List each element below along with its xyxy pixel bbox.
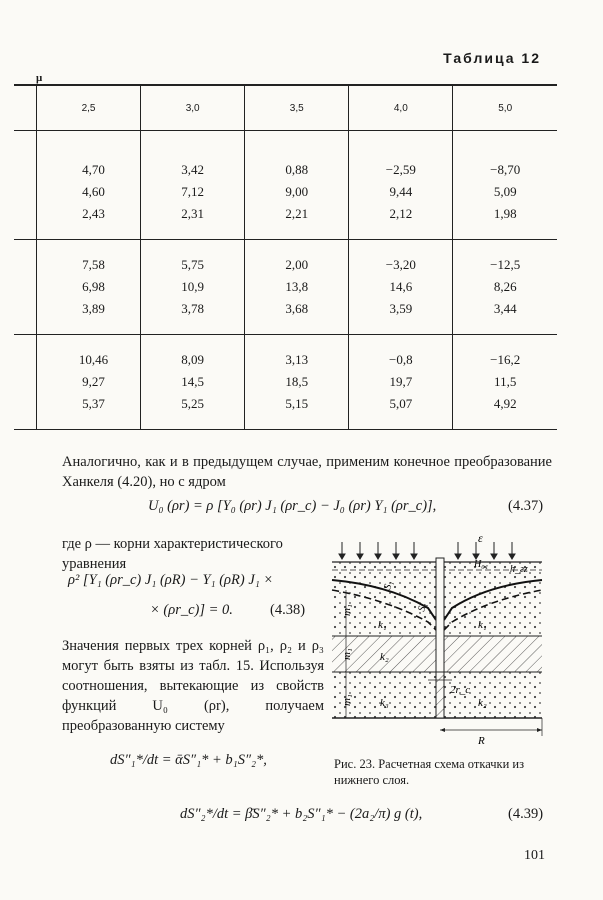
k3-label-a: k₃ xyxy=(380,697,389,709)
equation-4-38-line2: × (ρr_c)] = 0. xyxy=(150,602,233,618)
table-label: Таблица 12 xyxy=(443,50,541,66)
page-number: 101 xyxy=(524,848,545,863)
equation-number-4-38: (4.38) xyxy=(270,602,306,618)
rc-label: 2r_c xyxy=(450,684,471,696)
table-row: 7,58 5,75 2,00 −3,20 −12,5 xyxy=(14,254,557,276)
infiltration-arrows xyxy=(339,542,515,559)
equation-4-39-line2: dS″₂*/dt = β̄S″₂* + b₂S″₁* − (2a₂/π) g (t), xyxy=(180,806,423,822)
s1-label-b: S₁ xyxy=(416,601,430,613)
s1-label-a: S₁ xyxy=(382,579,396,591)
r-label: R xyxy=(478,735,485,747)
table-row: 4,70 3,42 0,88 −2,59 −8,70 xyxy=(14,159,557,181)
table-row: 4,60 7,12 9,00 9,44 5,09 xyxy=(14,181,557,203)
epsilon-label: ε xyxy=(478,531,483,545)
k1-label-b: k₁ xyxy=(478,619,487,631)
figure-caption: Рис. 23. Расчетная схема откачки из нижнего слоя. xyxy=(334,757,525,787)
figure-pumping-scheme xyxy=(328,530,556,752)
table-row: 10,46 8,09 3,13 −0,8 −16,2 xyxy=(14,349,557,371)
table-row: 5,37 5,25 5,15 5,07 4,92 xyxy=(14,393,557,415)
m1-label-a: m₁ xyxy=(341,604,353,616)
equation-number-4-37: (4.37) xyxy=(508,498,544,514)
h01-label: H₀₁ xyxy=(474,559,489,570)
table-row: 2,43 2,31 2,21 2,12 1,98 xyxy=(14,203,557,225)
header-cell: 3,0 xyxy=(141,85,245,131)
equation-4-37: U₀ (ρr) = ρ [Y₀ (ρr) J₁ (ρr_c) − J₀ (ρr) Y₁ (ρr_c)], xyxy=(148,498,437,514)
k3-label-b: k₂ xyxy=(478,697,487,709)
paragraph-roots: где ρ — корни характеристического уравнения xyxy=(62,536,283,572)
equation-4-39-line1: dS″₁*/dt = ᾱS″₁* + b₁S″₂*, xyxy=(110,752,267,768)
header-cell: 5,0 xyxy=(453,85,557,131)
header-cell: 2,5 xyxy=(37,85,141,131)
table-header-row xyxy=(14,85,557,131)
header-cell: 4,0 xyxy=(349,85,453,131)
hgz-label: h_гz xyxy=(510,564,528,575)
table-row: 6,98 10,9 13,8 14,6 8,26 xyxy=(14,276,557,298)
m1-label-b: m₁ xyxy=(341,648,353,660)
paragraph-values: Значения первых трех корней ρ₁, ρ₂ и ρ₃ могут быть взяты из табл. 15. Используя соотношения, вытекающие из свойств функций U₀ (ρr), получаем преобразованную систему xyxy=(62,638,324,734)
mu-label: μ xyxy=(36,72,43,84)
k1-label-a: k₁ xyxy=(378,619,387,631)
m1-label-c: m₁ xyxy=(341,694,353,706)
equation-number-4-39: (4.39) xyxy=(508,806,544,822)
equation-4-38-line1: ρ² [Y₁ (ρr_c) J₁ (ρR) − Y₁ (ρR) J₁ × xyxy=(68,572,274,588)
paragraph-hankel: Аналогично, как и в предыдущем случае, применим конечное преобразование Ханкеля (4.20), но с ядром xyxy=(62,454,552,490)
table-row: 9,27 14,5 18,5 19,7 11,5 xyxy=(14,371,557,393)
table-row: 3,89 3,78 3,68 3,59 3,44 xyxy=(14,298,557,320)
data-table xyxy=(14,84,557,430)
k2-label: k₂ xyxy=(380,651,389,663)
header-cell: 3,5 xyxy=(245,85,349,131)
